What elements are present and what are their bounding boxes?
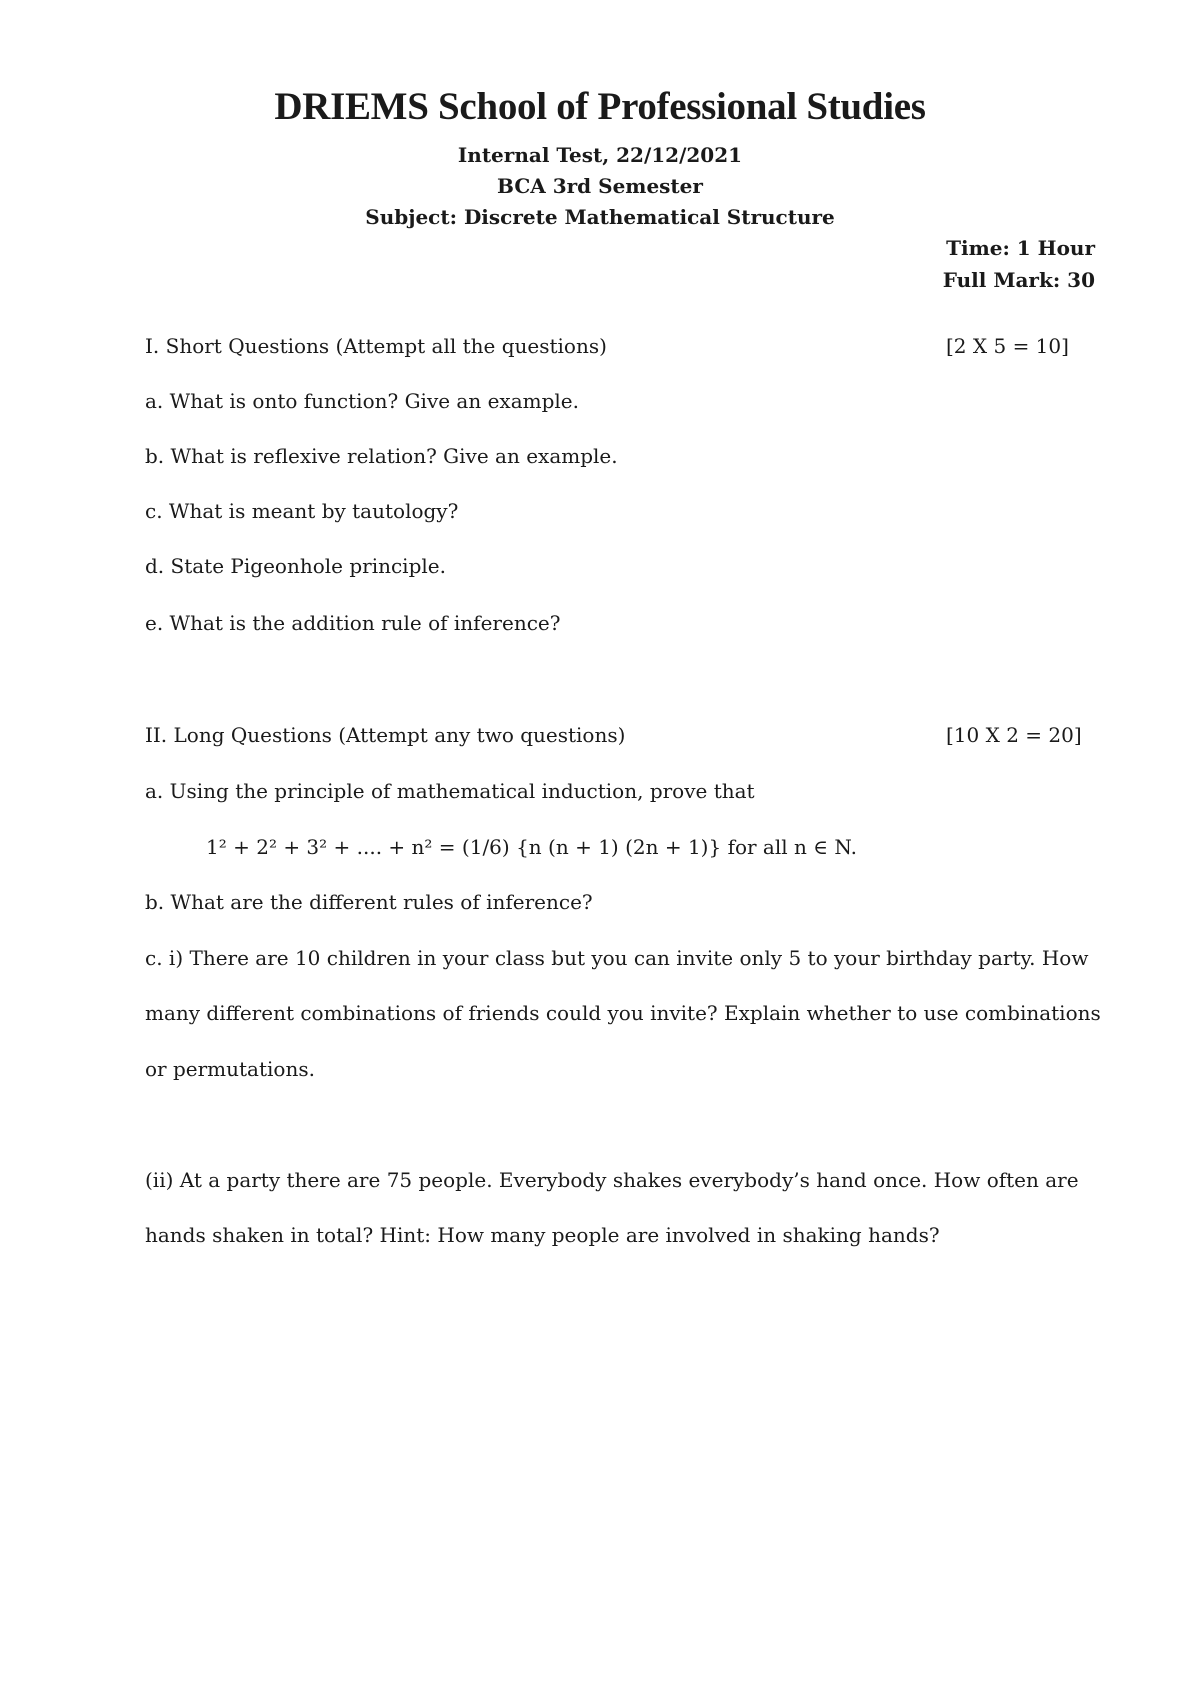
induction-formula: 1² + 2² + 3² + .... + n² = (1/6) {n (n + 1) (2n + 1)} for all n ∈ N. — [206, 835, 857, 859]
short-section-heading: I. Short Questions (Attempt all the questions) — [145, 334, 607, 358]
long-question-c-i-line: c. i) There are 10 children in your class but you can invite only 5 to your birthday party. How — [145, 946, 1089, 970]
short-question: d. State Pigeonhole principle. — [145, 554, 446, 578]
full-mark: Full Mark: 30 — [942, 268, 1095, 292]
long-question-a: a. Using the principle of mathematical induction, prove that — [145, 779, 755, 803]
long-question-b: b. What are the different rules of inference? — [145, 890, 593, 914]
test-date: Internal Test, 22/12/2021 — [457, 143, 743, 167]
long-section-heading: II. Long Questions (Attempt any two questions) — [145, 723, 626, 747]
long-question-c-ii-line: (ii) At a party there are 75 people. Everybody shakes everybody’s hand once. How often are — [145, 1168, 1079, 1192]
short-question: c. What is meant by tautology? — [145, 499, 459, 523]
short-question: a. What is onto function? Give an example. — [145, 389, 579, 413]
short-question: e. What is the addition rule of inference? — [145, 611, 561, 635]
short-section-marks: [2 X 5 = 10] — [946, 334, 1069, 358]
long-question-c-i-line: many different combinations of friends could you invite? Explain whether to use combinations — [145, 1001, 1101, 1025]
long-question-c-ii-line: hands shaken in total? Hint: How many people are involved in shaking hands? — [145, 1223, 940, 1247]
school-title: DRIEMS School of Professional Studies — [274, 85, 926, 128]
subject: Subject: Discrete Mathematical Structure — [365, 205, 835, 229]
semester: BCA 3rd Semester — [497, 174, 703, 198]
long-section-marks: [10 X 2 = 20] — [946, 723, 1082, 747]
long-question-c-i-line: or permutations. — [145, 1057, 315, 1081]
time-limit: Time: 1 Hour — [946, 236, 1095, 260]
short-question: b. What is reflexive relation? Give an example. — [145, 444, 618, 468]
